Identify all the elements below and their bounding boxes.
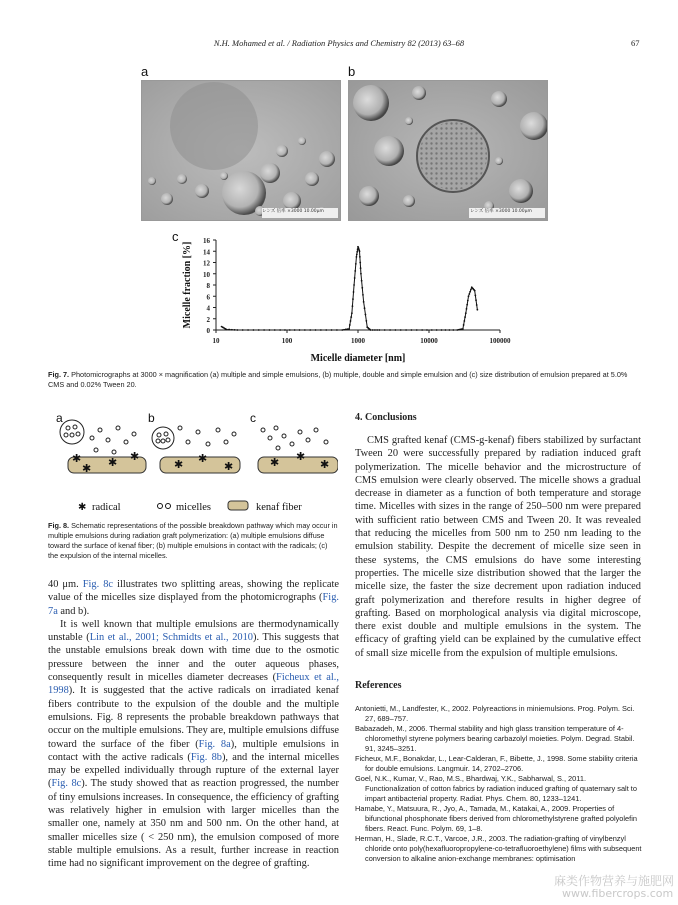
data-point bbox=[431, 329, 433, 331]
data-point bbox=[225, 329, 227, 331]
data-point bbox=[463, 320, 465, 322]
data-point bbox=[389, 329, 391, 331]
y-tick-label: 12 bbox=[203, 259, 210, 268]
reference-item: Ficheux, M.F., Bonakdar, L., Lear-Calderan, F., Bibette, J., 1998. Some stability criteria for double emulsions. Langmuir. 14, 2702–2706. bbox=[355, 754, 638, 773]
data-point bbox=[365, 314, 367, 316]
data-point bbox=[361, 287, 363, 289]
data-point bbox=[294, 329, 296, 331]
data-point bbox=[378, 329, 380, 331]
page-number: 67 bbox=[631, 38, 640, 48]
data-point bbox=[376, 329, 378, 331]
x-tick-label: 10000 bbox=[420, 337, 438, 345]
link-fig8a[interactable]: Fig. 8a bbox=[198, 738, 231, 750]
data-point bbox=[361, 280, 363, 282]
running-title: N.H. Mohamed et al. / Radiation Physics and Chemistry 82 (2013) 63–68 bbox=[213, 38, 465, 48]
data-point bbox=[274, 329, 276, 331]
data-point bbox=[469, 291, 471, 293]
data-point bbox=[242, 329, 244, 331]
data-point bbox=[356, 253, 358, 255]
data-point bbox=[231, 329, 233, 331]
svg-text:✱: ✱ bbox=[72, 452, 82, 465]
link-fig8c[interactable]: Fig. 8c bbox=[82, 579, 114, 590]
data-point bbox=[411, 329, 413, 331]
emulsion-photo-a bbox=[142, 81, 340, 220]
data-point bbox=[474, 295, 476, 297]
data-point bbox=[374, 329, 376, 331]
legend-radical-icon: ✱ bbox=[78, 502, 87, 513]
micelle-size-distribution-chart bbox=[170, 226, 530, 366]
watermark-line-2: www.fibercrops.com bbox=[562, 887, 674, 900]
data-point bbox=[468, 295, 470, 297]
y-tick-label: 2 bbox=[206, 315, 210, 324]
link-fig8c-2[interactable]: Fig. 8c bbox=[51, 778, 82, 790]
data-point bbox=[359, 262, 361, 264]
data-point bbox=[362, 294, 364, 296]
data-point bbox=[465, 312, 467, 314]
link-ficheux[interactable]: Ficheux et al., 1998 bbox=[48, 672, 339, 697]
reference-item: Hamabe, Y., Matsuura, R., Jyo, A., Tamada, M., Katakai, A., 2009. Properties of bifunctional phosphonate fibers derived from chloromethylstyrene grafted polyolefin fibers. React. Func. Polym. 69, 1–8. bbox=[355, 804, 637, 833]
data-point bbox=[426, 329, 428, 331]
data-point bbox=[359, 250, 361, 252]
svg-text:✱: ✱ bbox=[174, 458, 184, 471]
data-point bbox=[253, 329, 255, 331]
data-point bbox=[360, 273, 362, 275]
link-lin-schmidts[interactable]: Lin et al., 2001; Schmidts et al., 2010 bbox=[89, 632, 253, 644]
data-point bbox=[462, 328, 464, 330]
data-point bbox=[476, 309, 478, 311]
data-point bbox=[345, 329, 347, 331]
paragraph-1: 40 μm. Fig. 8c illustrates two splitting areas, showing the replicate value of the micelles size displayed from the photomicrographs (Fig. 7a and b). bbox=[48, 579, 339, 617]
data-point bbox=[372, 329, 374, 331]
data-point bbox=[336, 329, 338, 331]
y-axis-label: Micelle fraction [%] bbox=[182, 241, 193, 329]
data-point bbox=[320, 329, 322, 331]
data-point bbox=[258, 329, 260, 331]
photomicrograph-a bbox=[141, 80, 341, 221]
fig8-panel-c-label: c bbox=[250, 411, 256, 425]
left-column-text bbox=[48, 578, 339, 871]
x-axis-label: Micelle diameter [nm] bbox=[310, 353, 406, 364]
data-point bbox=[476, 304, 478, 306]
data-point bbox=[284, 329, 286, 331]
conclusions-heading: 4. Conclusions bbox=[355, 412, 417, 423]
series-line bbox=[222, 247, 478, 330]
y-tick-label: 4 bbox=[206, 304, 210, 313]
reference-item: Babazadeh, M., 2006. Thermal stability and high glass transition temperature of 4-chloromethyl styrene polymers bearing carbazolyl moieties. Polym. Degrad. Stabil. 91, 3245–3251. bbox=[355, 724, 635, 753]
reference-item: Goel, N.K., Kumar, V., Rao, M.S., Bhardwaj, Y.K., Sabharwal, S., 2011. Functionalization of cotton fabrics by radiation induced grafting of quaternary salt to impart antibacterial property. Radiat. Phys. Chem. 80, 1233–1241. bbox=[355, 774, 637, 803]
legend-radical: radical bbox=[92, 502, 121, 513]
data-point bbox=[341, 329, 343, 331]
data-point bbox=[466, 308, 468, 310]
data-point bbox=[356, 251, 358, 253]
link-fig7a[interactable]: Fig. 7a bbox=[48, 592, 339, 617]
fig7-caption bbox=[48, 370, 638, 390]
data-point bbox=[309, 329, 311, 331]
data-point bbox=[436, 329, 438, 331]
data-point bbox=[236, 329, 238, 331]
fig7-caption-text: Photomicrographs at 3000 × magnification (a) multiple and simple emulsions, (b) multiple, double and simple emulsion and (c) size distribution of emulsion prepared at 5.0% CMS and 0.02% Tween 20. bbox=[48, 370, 628, 389]
data-point bbox=[468, 293, 470, 295]
x-tick-label: 1000 bbox=[351, 337, 365, 345]
svg-text:✱: ✱ bbox=[82, 462, 92, 475]
multiple-emulsions bbox=[60, 420, 174, 449]
data-point bbox=[441, 329, 443, 331]
data-point bbox=[370, 329, 372, 331]
svg-text:✱: ✱ bbox=[320, 458, 330, 471]
emulsion-photo-b bbox=[349, 81, 547, 220]
data-point bbox=[348, 328, 350, 330]
data-point bbox=[350, 316, 352, 318]
data-point bbox=[279, 329, 281, 331]
data-point bbox=[331, 329, 333, 331]
data-point bbox=[452, 329, 454, 331]
references-heading: References bbox=[355, 680, 402, 691]
data-point bbox=[400, 329, 402, 331]
data-point bbox=[466, 304, 468, 306]
data-point bbox=[349, 324, 351, 326]
data-point bbox=[353, 291, 355, 293]
data-point bbox=[352, 305, 354, 307]
x-tick-label: 10 bbox=[212, 337, 220, 345]
data-point bbox=[247, 329, 249, 331]
fig8-panel-a-label: a bbox=[56, 411, 63, 425]
data-point bbox=[384, 329, 386, 331]
data-point bbox=[475, 299, 477, 301]
y-tick-label: 14 bbox=[203, 248, 210, 257]
data-point bbox=[354, 270, 356, 272]
data-point bbox=[359, 256, 361, 258]
y-tick-label: 6 bbox=[206, 293, 210, 302]
data-point bbox=[351, 312, 353, 314]
y-tick-label: 0 bbox=[206, 327, 210, 335]
data-point bbox=[360, 267, 362, 269]
fig8-schematic bbox=[48, 408, 338, 518]
legend-fiber-icon bbox=[228, 501, 248, 510]
data-point bbox=[304, 329, 306, 331]
data-point bbox=[325, 329, 327, 331]
data-point bbox=[269, 329, 271, 331]
data-point bbox=[352, 298, 354, 300]
reference-item: Herman, H., Slade, R.C.T., Varcoe, J.R., 2003. The radiation-grafting of vinylbenzyl chloride onto poly(hexafluoropropylene-co-tetrafluoroethylene) films with subsequent conversion to alkaline anion-exchange membranes: optimisation bbox=[355, 834, 642, 863]
svg-text:✱: ✱ bbox=[108, 456, 118, 469]
data-point bbox=[354, 277, 356, 279]
legend-micelles: micelles bbox=[176, 502, 211, 513]
data-point bbox=[263, 329, 265, 331]
data-point bbox=[347, 328, 349, 330]
legend-fiber: kenaf fiber bbox=[256, 502, 302, 513]
data-point bbox=[289, 329, 291, 331]
svg-text:✱: ✱ bbox=[270, 456, 280, 469]
data-point bbox=[463, 324, 465, 326]
fig7-panel-b-label: b bbox=[348, 64, 356, 79]
y-tick-label: 8 bbox=[206, 282, 210, 290]
data-point bbox=[474, 290, 476, 292]
y-tick-label: 16 bbox=[203, 237, 210, 245]
svg-text:✱: ✱ bbox=[130, 450, 140, 463]
conclusions-text: CMS grafted kenaf (CMS-g-kenaf) fibers stabilized by surfactant Tween 20 were successfully prepared by radiation induced graft polymerization. The micelle behavior and the microstructure of CMS emulsion were clearly observed. The micelle shows a gradual decrease in diameter as a function of both temperature and storage time. Micelles with sizes in the range of 250–500 nm were prepared with sufficient ratio between CMS and Tween 20. It was revealed that reducing the micelles from 500 nm to 250 nm leading to the emulsion stability. Despite the decrement of micelle size seen in these systems, the CMS emulsions do have some interesting properties. The micelle size distribution showed that the larger the micelle size, the faster the size decrement upon radiation induced graft polymerization and therefore results in higher degree of grafting. Based on morphological analysis via digital microscope, there exist double and multiple emulsions in the system. The efficacy of grafting yield can be explained by the cumulative effect of small size micelle from the expulsion of multiple emulsions. bbox=[355, 435, 641, 659]
fig7-caption-label: Fig. 7. bbox=[48, 370, 70, 379]
paragraph-2: It is well known that multiple emulsions are thermodynamically unstable (Lin et al., 2001; Schmidts et al., 2010). This suggests that the unstable emulsions break down with time due to the osmotic pressure between the inner and the outer aqueous phases, consequently result in micelles diameter decreases (Ficheux et al., 1998). It is suggested that the active radicals on irradiated kenaf fibers contribute to the expulsion of the double and the multiple emulsions. Fig. 8 represents the probable breakdown pathways that occur on the multiple emulsions. They are, multiple emulsions diffuse toward the surface of the fiber (Fig. 8a), multiple emulsions in contact with the active radicals (Fig. 8b), and the internal micelles may be expelled individually through rupture of the external layer (Fig. 8c). The study showed that as reaction progressed, the number of tiny emulsions increases. In consequence, the efficiency of grafting was relatively higher in emulsion with larger micelles than the smaller one, namely at 350 nm and 500 nm. On the other hand, at smaller micelles size ( < 250 nm), the emulsion composed of more stable multiple emulsions. As a result, further increase in reaction time had no significant improvement on the degree of grafting. bbox=[48, 618, 339, 870]
data-point bbox=[353, 284, 355, 286]
fig7-panel-c-label: c bbox=[172, 229, 179, 244]
data-point bbox=[364, 307, 366, 309]
data-point bbox=[343, 329, 345, 331]
data-point bbox=[355, 263, 357, 265]
photomicrograph-b bbox=[348, 80, 548, 221]
data-point bbox=[395, 329, 397, 331]
y-tick-label: 10 bbox=[203, 270, 210, 279]
data-point bbox=[448, 329, 450, 331]
data-point bbox=[299, 329, 301, 331]
data-point bbox=[315, 329, 317, 331]
data-point bbox=[365, 320, 367, 322]
data-point bbox=[470, 289, 472, 291]
data-point bbox=[467, 300, 469, 302]
x-tick-label: 100000 bbox=[489, 337, 511, 345]
fig8-caption bbox=[48, 521, 339, 561]
data-point bbox=[405, 329, 407, 331]
fig8-panel-b-label: b bbox=[148, 411, 155, 425]
fig8-caption-label: Fig. 8. bbox=[48, 521, 70, 530]
scale-bar-b: レンズ 倍率 ×3000 10.00μm bbox=[470, 209, 532, 214]
watermark-line-1: 麻类作物营养与施肥网 bbox=[554, 874, 675, 888]
data-point bbox=[356, 256, 358, 258]
svg-text:✱: ✱ bbox=[198, 452, 208, 465]
data-point bbox=[421, 329, 423, 331]
legend-micelle-icon bbox=[158, 504, 163, 509]
data-point bbox=[350, 320, 352, 322]
scale-bar-a: レンズ 倍率 ×3000 10.00μm bbox=[262, 209, 324, 214]
svg-text:✱: ✱ bbox=[296, 450, 306, 463]
data-point bbox=[445, 329, 447, 331]
svg-text:✱: ✱ bbox=[224, 460, 234, 473]
reference-item: Antonietti, M., Landfester, K., 2002. Polyreactions in miniemulsions. Prog. Polym. Sci. 27, 689–757. bbox=[355, 704, 635, 723]
reference-list bbox=[355, 704, 643, 864]
fig7-panel-a-label: a bbox=[141, 64, 149, 79]
fig8-caption-text: Schematic representations of the possible breakdown pathway which may occur in multiple emulsions during radiation graft polymerization: (a) multiple emulsions diffuse toward the surface of kenaf fiber; (b) multiple emulsions in contact with the radicals; (c) the expulsion of the internal micelles. bbox=[48, 521, 338, 560]
micelle-dots bbox=[90, 426, 328, 454]
data-point bbox=[464, 316, 466, 318]
x-tick-label: 100 bbox=[281, 337, 293, 345]
data-point bbox=[416, 329, 418, 331]
link-fig8b[interactable]: Fig. 8b bbox=[190, 751, 222, 763]
data-point bbox=[363, 301, 365, 303]
data-point bbox=[228, 329, 230, 331]
data-point bbox=[234, 329, 236, 331]
